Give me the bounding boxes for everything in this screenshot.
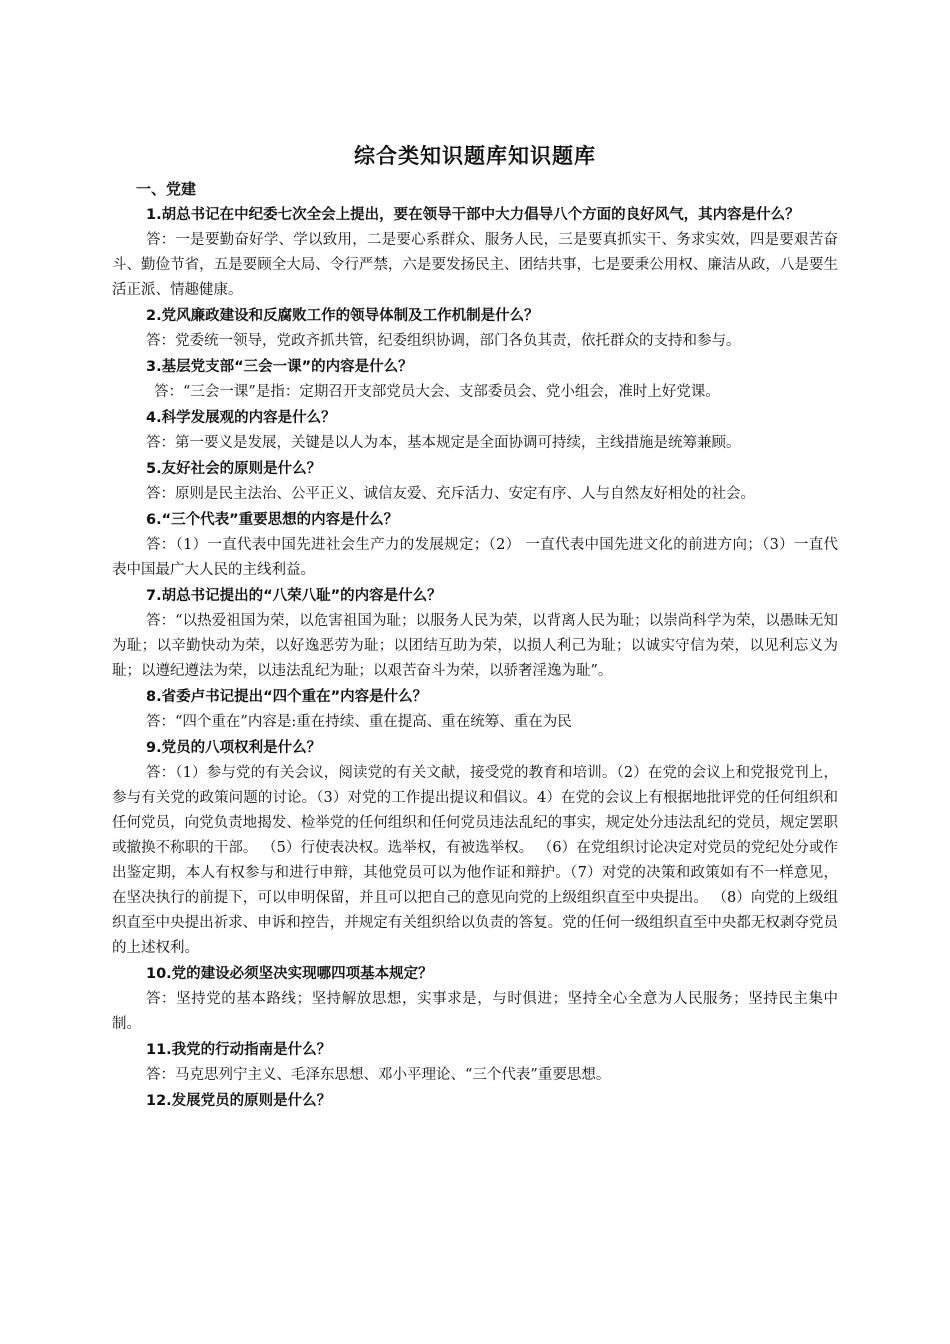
- answer-11: 答：马克思列宁主义、毛泽东思想、邓小平理论、“三个代表”重要思想。: [146, 1067, 611, 1083]
- question-11: 11.我党的行动指南是什么？: [146, 1042, 332, 1058]
- page-title: 综合类知识题库知识题库: [354, 144, 596, 168]
- answer-3: 答：“三会一课”是指：定期召开支部党员大会、支部委员会、党小组会，准时上好党课。: [154, 384, 720, 400]
- question-3: 3.基层党支部“三会一课”的内容是什么？: [146, 359, 413, 375]
- answer-5: 答：原则是民主法治、公平正义、诚信友爱、充斥活力、安定有序、人与自然友好相处的社会。: [146, 486, 755, 502]
- question-8: 8.省委卢书记提出“四个重在”内容是什么？: [146, 689, 428, 705]
- question-9: 9.党员的八项权利是什么？: [146, 740, 322, 756]
- answer-10: 答：坚持党的基本路线；坚持解放思想，实事求是，与时俱进；坚持全心全意为人民服务；坚持民主集中制。: [112, 991, 838, 1032]
- answer-7: 答：“以热爱祖国为荣，以危害祖国为耻；以服务人民为荣，以背离人民为耻；以崇尚科学为荣，以愚昧无知为耻；以辛勤快动为荣，以好逸恶劳为耻；以团结互助为荣，以损人利己为耻；以诚实守信为荣，以见利忘义为耻；以遵纪遵法为荣，以违法乱纪为耻；以艰苦奋斗为荣，以骄奢淫逸为耻”。: [112, 613, 838, 679]
- answer-1: 答：一是要勤奋好学、学以致用，二是要心系群众、服务人民，三是要真抓实干、务求实效，四是要艰苦奋斗、勤俭节省，五是要顾全大局、令行严禁，六是要发扬民主、团结共事，七是要秉公用权、廉洁从政，八是要生活正派、情趣健康。: [112, 232, 838, 298]
- answer-4: 答：第一要义是发展，关键是以人为本，基本规定是全面协调可持续，主线措施是统筹兼顾。: [146, 435, 741, 451]
- question-5: 5.友好社会的原则是什么？: [146, 461, 322, 477]
- answer-2: 答：党委统一领导，党政齐抓共管，纪委组织协调，部门各负其责，依托群众的支持和参与。: [146, 333, 741, 349]
- document-page: [112, 140, 838, 1114]
- answer-8: 答：“四个重在”内容是:重在持续、重在提高、重在统筹、重在为民: [146, 714, 572, 730]
- answer-6: 答：（1）一直代表中国先进社会生产力的发展规定；（2） 一直代表中国先进文化的前进方向；（3）一直代表中国最广大人民的主线利益。: [112, 537, 838, 578]
- question-12: 12.发展党员的原则是什么？: [146, 1093, 332, 1109]
- question-7: 7.胡总书记提出的“八荣八耻”的内容是什么？: [146, 588, 442, 604]
- answer-9: 答：（1）参与党的有关会议，阅读党的有关文献，接受党的教育和培训。（2）在党的会议上和党报党刊上，参与有关党的政策问题的讨论。（3）对党的工作提出提议和倡议。4）在党的会议上有根据地批评党的任何组织和任何党员，向党负责地揭发、检举党的任何组织和任何党员违法乱纪的事实，规定处分违法乱纪的党员，规定罢职或撤换不称职的干部。 （5）行使表决权。选举权，有被选举权。 （6）在党组织讨论决定对党员的党纪处分或作出鉴定期，本人有权参与和进行申辩，其他党员可以为他作证和辩护。（7）对党的决策和政策如有不一样意见，在坚决执行的前提下，可以申明保留，并且可以把自己的意见向党的上级组织直至中央提出。 （8）向党的上级组织直至中央提出祈求、申诉和控告，并规定有关组织给以负责的答复。党的任何一级组织直至中央都无权剥夺党员的上述权利。: [112, 765, 838, 956]
- section-heading: 一、党建: [136, 180, 197, 198]
- question-10: 10.党的建设必须坚决实现哪四项基本规定？: [146, 966, 433, 982]
- question-1: 1.胡总书记在中纪委七次全会上提出，要在领导干部中大力倡导八个方面的良好风气，其内容是什么？: [146, 207, 800, 223]
- question-6: 6.“三个代表”重要思想的内容是什么？: [146, 512, 399, 528]
- question-2: 2.党风廉政建设和反腐败工作的领导体制及工作机制是什么？: [146, 308, 539, 324]
- question-4: 4.科学发展观的内容是什么？: [146, 410, 336, 426]
